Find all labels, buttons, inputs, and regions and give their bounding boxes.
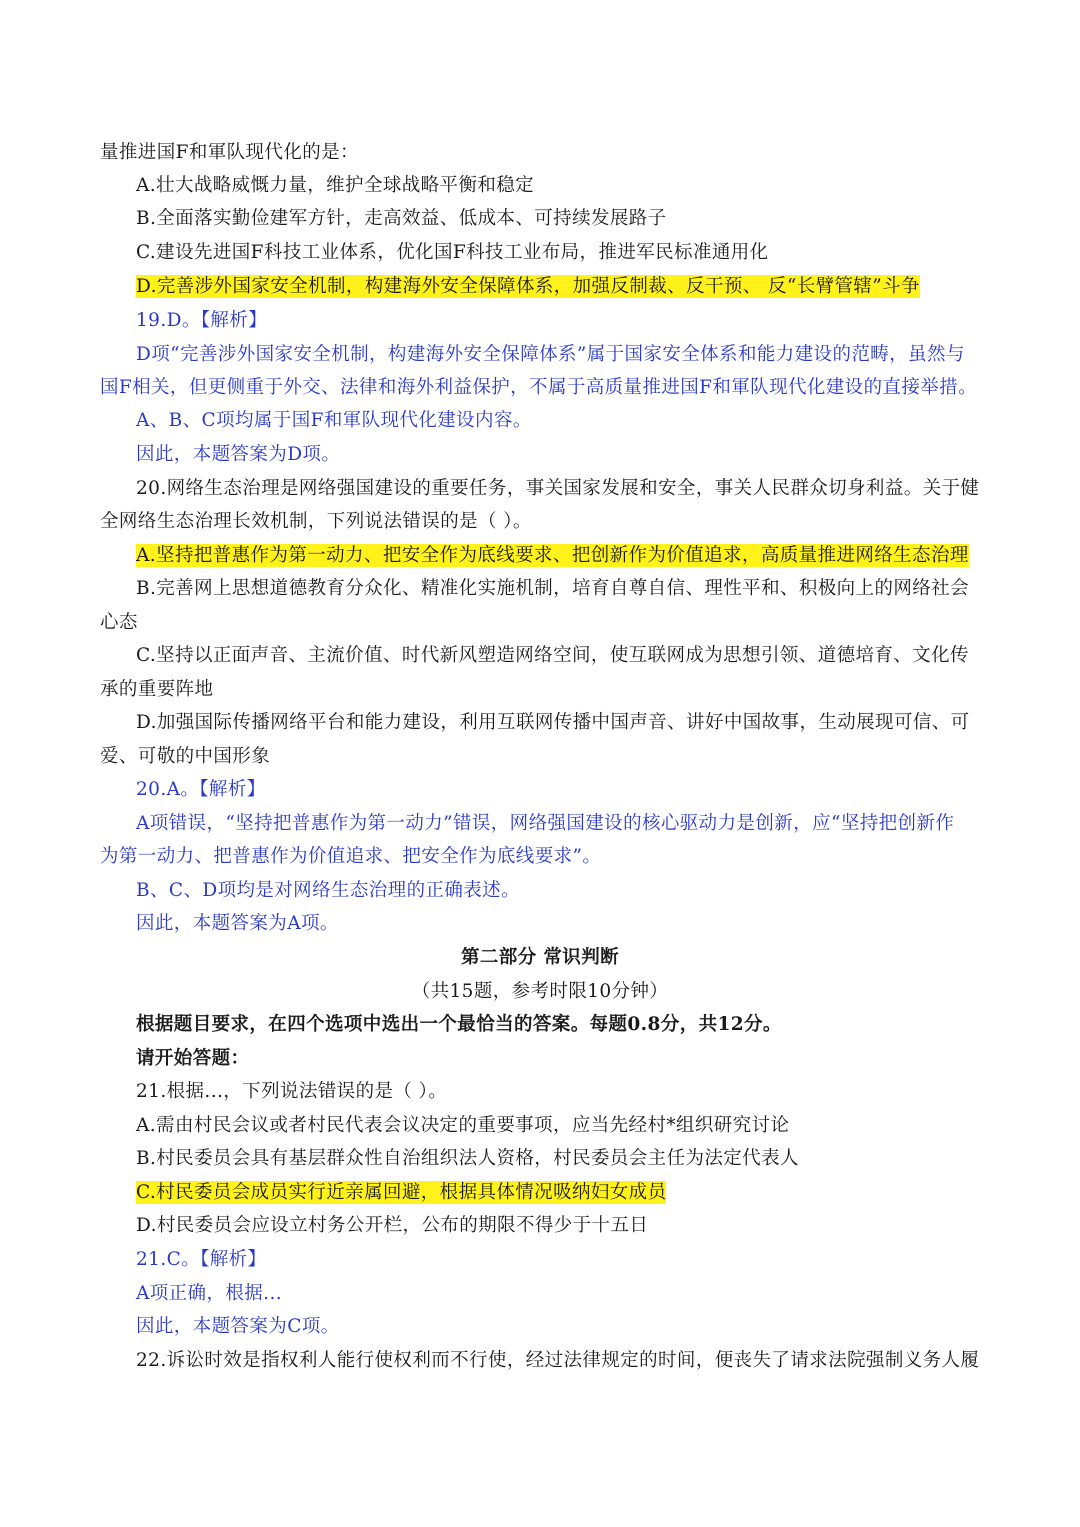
q20-option-c: C.坚持以正面声音、主流价值、时代新风塑造网络空间，使互联网成为思想引领、道德培育、文化传 (136, 645, 969, 666)
q21-option-a: A.需由村民会议或者村民代表会议决定的重要事项，应当先经村*组织研究讨论 (136, 1115, 790, 1136)
q19-conclusion: 因此，本题答案为D项。 (136, 444, 341, 465)
q21-option-c-correct (136, 1180, 985, 1206)
section-title: 第二部分 常识判断 (460, 947, 620, 968)
q21-stem: 21.根据...，下列说法错误的是（ ）。 (136, 1081, 448, 1102)
q20-option-d: D.加强国际传播网络平台和能力建设，利用互联网传播中国声音、讲好中国故事，生动展现可信、可 (136, 712, 970, 733)
q21-conclusion: 因此，本题答案为C项。 (136, 1316, 340, 1337)
q19-answer-label: 19.D。【解析】 (136, 310, 268, 331)
q21-answer-label: 21.C。【解析】 (136, 1249, 267, 1270)
answer-highlight: A.坚持把普惠作为第一动力、把安全作为底线要求、把创新作为价值追求，高质量推进网络生态治理 (136, 545, 969, 566)
q20-analysis-line: A项错误，“坚持把普惠作为第一动力”错误，网络强国建设的核心驱动力是创新，应“坚持把创新作 (136, 813, 955, 834)
q20-analysis-line: B、C、D项均是对网络生态治理的正确表述。 (136, 880, 520, 901)
q19-option-b: B.全面落实勤俭建军方针，走高效益、低成本、可持续发展路子 (136, 208, 667, 229)
answer-highlight: C.村民委员会成员实行近亲属回避，根据具体情况吸纳妇女成员 (136, 1182, 667, 1203)
q19-analysis-line: D项“完善涉外国家安全机制，构建海外安全保障体系”属于国家安全体系和能力建设的范畴，虽然与 (136, 344, 965, 365)
q20-stem: 全网络生态治理长效机制，下列说法错误的是（ ）。 (100, 511, 532, 532)
q20-option-d: 爱、可敬的中国形象 (100, 746, 271, 767)
q19-option-c: C.建设先进国F科技工业体系，优化国F科技工业布局，推进军民标准通用化 (136, 242, 769, 263)
q20-analysis-line: 为第一动力、把普惠作为价值追求、把安全作为底线要求”。 (100, 846, 602, 867)
q19-analysis-line: 国F相关，但更侧重于外交、法律和海外利益保护，不属于高质量推进国F和軍队现代化建设的直接举措。 (100, 377, 977, 398)
q21-option-b: B.村民委员会具有基层群众性自治组织法人资格，村民委员会主任为法定代表人 (136, 1148, 799, 1169)
section-subtitle: （共15题，参考时限10分钟） (411, 981, 669, 1002)
q21-analysis-line: A项正确，根据... (136, 1283, 283, 1304)
q20-option-a-correct (136, 543, 985, 569)
q19-analysis-line: A、B、C项均属于国F和軍队现代化建设内容。 (136, 410, 532, 431)
q20-option-b: 心态 (100, 612, 138, 633)
q19-option-a: A.壮大战略威慨力量，维护全球战略平衡和稳定 (136, 175, 535, 196)
q21-option-d: D.村民委员会应设立村务公开栏，公布的期限不得少于十五日 (136, 1215, 649, 1236)
section-instruction: 根据题目要求，在四个选项中选出一个最恰当的答案。每题0.8分，共12分。 (136, 1014, 782, 1035)
q20-stem: 20.网络生态治理是网络强国建设的重要任务，事关国家发展和安全，事关人民群众切身利益。关于健 (136, 478, 980, 499)
q20-option-c: 承的重要阵地 (100, 679, 214, 700)
answer-highlight: D.完善涉外国家安全机制，构建海外安全保障体系，加强反制裁、反干预、 反“长臂管辖”斗争 (136, 276, 920, 297)
q20-conclusion: 因此，本题答案为A项。 (136, 913, 339, 934)
section-start: 请开始答题： (136, 1048, 250, 1069)
q19-stem-tail: 量推进国F和軍队现代化的是： (100, 142, 359, 163)
q22-stem: 22.诉讼时效是指权利人能行使权利而不行使，经过法律规定的时间，便丧失了请求法院强制义务人履 (136, 1350, 980, 1371)
q19-option-d-correct (136, 274, 985, 300)
q20-option-b: B.完善网上思想道德教育分众化、精准化实施机制，培育自尊自信、理性平和、积极向上的网络社会 (136, 578, 969, 599)
q20-answer-label: 20.A。【解析】 (136, 779, 266, 800)
